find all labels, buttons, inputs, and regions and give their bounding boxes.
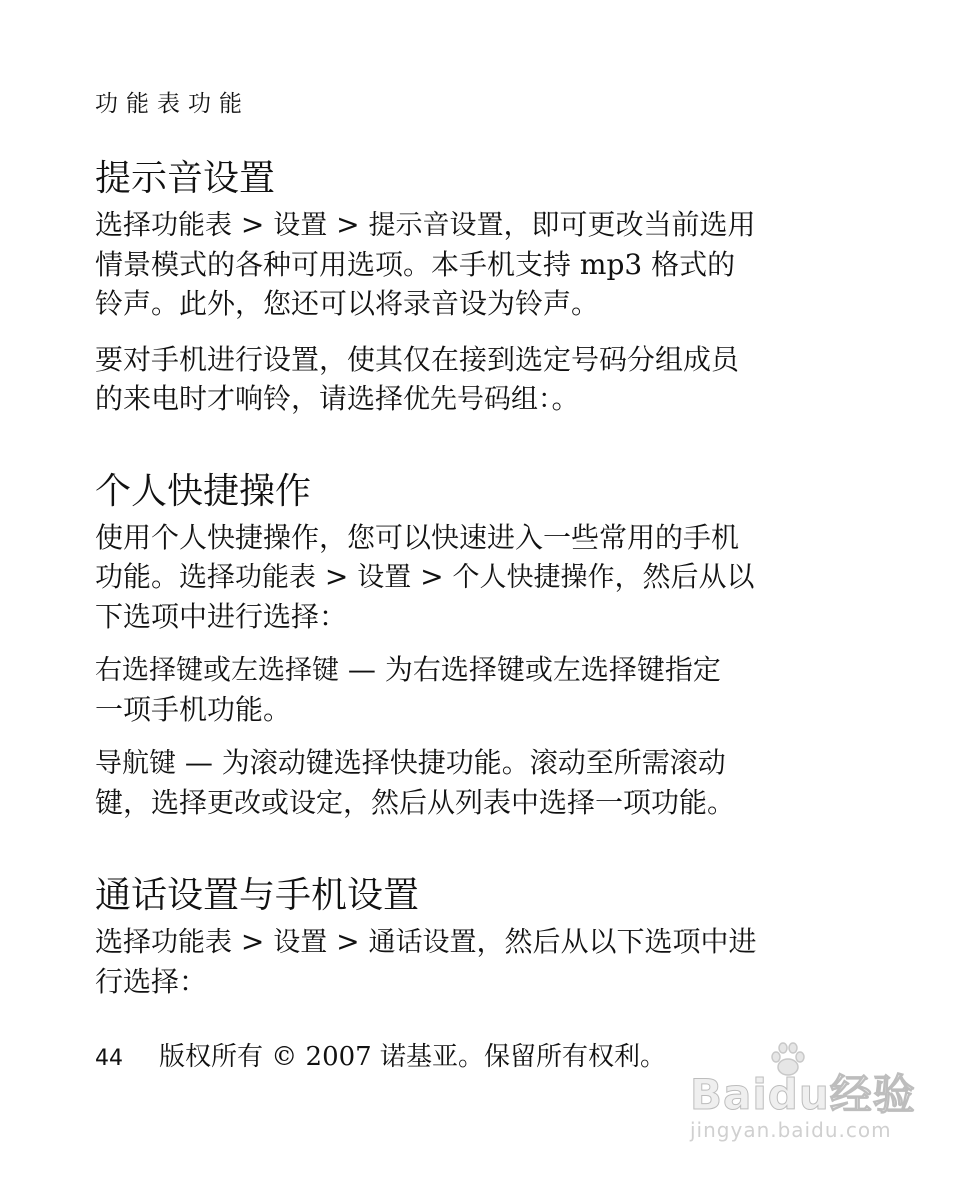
- text-line: [95, 518, 855, 557]
- paragraph: [95, 922, 855, 1001]
- section-heading-ringtone: 提示音设置: [95, 158, 276, 199]
- text-line: [95, 922, 855, 962]
- text-line: [95, 783, 855, 823]
- text-run: >: [327, 925, 369, 958]
- page-footer: [95, 1036, 666, 1073]
- paragraph: [95, 650, 855, 729]
- text-run: — 为滚动键选择快捷功能。滚动至所需滚动: [176, 746, 726, 779]
- text-run: ，然后从以: [614, 560, 755, 593]
- text-line: [95, 245, 855, 284]
- menu-term: 设置: [273, 210, 328, 241]
- text-run: 选择: [95, 208, 152, 241]
- text-line: [95, 340, 855, 379]
- copyright-text: 版权所有 © 2007 诺基亚。保留所有权利。: [159, 1042, 666, 1072]
- menu-term: 导航键: [95, 748, 176, 779]
- text-line: [95, 650, 855, 690]
- text-run: >: [232, 925, 274, 958]
- text-run: >: [232, 208, 274, 241]
- text-run: 或: [261, 786, 290, 819]
- text-line: [95, 557, 855, 597]
- text-run: 。: [551, 382, 580, 415]
- text-run: ，然后从以下选项中进: [476, 925, 757, 958]
- text-run: — 为右选择键或左选择键指定: [339, 653, 721, 686]
- menu-term: 左选择键: [231, 655, 340, 686]
- watermark-url: jingyan.baidu.com: [690, 1118, 892, 1142]
- text-run: 选择: [95, 925, 152, 958]
- text-run: 键，选择: [95, 786, 208, 819]
- text-line: [95, 379, 855, 419]
- page-number: 44: [95, 1046, 123, 1071]
- menu-term: 优先号码组：: [403, 384, 552, 415]
- menu-term: 右选择键: [95, 655, 203, 686]
- text-run: >: [327, 208, 369, 241]
- text-run: 一项手机功能。: [95, 693, 292, 726]
- text-run: >: [316, 560, 358, 593]
- text-run: 行选择：: [95, 965, 208, 998]
- menu-term: 功能表: [151, 927, 233, 958]
- text-line: [95, 690, 855, 729]
- text-run: ，然后从列表中选择一项功能。: [343, 786, 736, 819]
- text-run: 使用个人快捷操作，您可以快速进入一些常用的手机: [95, 521, 740, 554]
- text-run: 下选项中进行选择：: [95, 600, 348, 633]
- menu-term: 通话设置: [368, 927, 477, 958]
- text-line: [95, 743, 855, 783]
- menu-term: 设置: [273, 927, 328, 958]
- paragraph: [95, 743, 855, 823]
- menu-term: 功能表: [235, 562, 317, 593]
- text-run: ，即可更改当前选用: [503, 208, 756, 241]
- menu-term: 设置: [357, 562, 412, 593]
- text-run: 铃声。此外，您还可以将录音设为铃声。: [95, 287, 600, 320]
- text-run: 的来电时才响铃，请选择: [95, 382, 404, 415]
- text-run: >: [411, 560, 453, 593]
- text-run: 要对手机进行设置，使其仅在接到选定号码分组成员: [95, 343, 740, 376]
- text-line: [95, 597, 855, 636]
- watermark-logo: Baidu经验: [690, 1070, 916, 1119]
- baidu-watermark: [690, 1040, 920, 1150]
- menu-term: 提示音设置: [368, 210, 504, 241]
- paragraph: [95, 205, 855, 323]
- menu-term: 更改: [207, 788, 262, 819]
- section-heading-call-settings: 通话设置与手机设置: [95, 875, 420, 916]
- menu-term: 设定: [289, 788, 344, 819]
- section-heading-shortcuts: 个人快捷操作: [95, 471, 312, 512]
- text-run: 或: [203, 653, 232, 686]
- paragraph: [95, 340, 855, 419]
- menu-term: 个人快捷操作: [452, 562, 615, 593]
- text-line: [95, 205, 855, 245]
- running-head: 功能表功能: [95, 91, 250, 117]
- menu-term: 功能表: [151, 210, 233, 241]
- text-run: 情景模式的各种可用选项。本手机支持 mp3 格式的: [95, 248, 736, 281]
- text-line: [95, 962, 855, 1001]
- text-run: 功能。选择: [95, 560, 236, 593]
- paragraph: [95, 518, 855, 636]
- text-line: [95, 284, 855, 323]
